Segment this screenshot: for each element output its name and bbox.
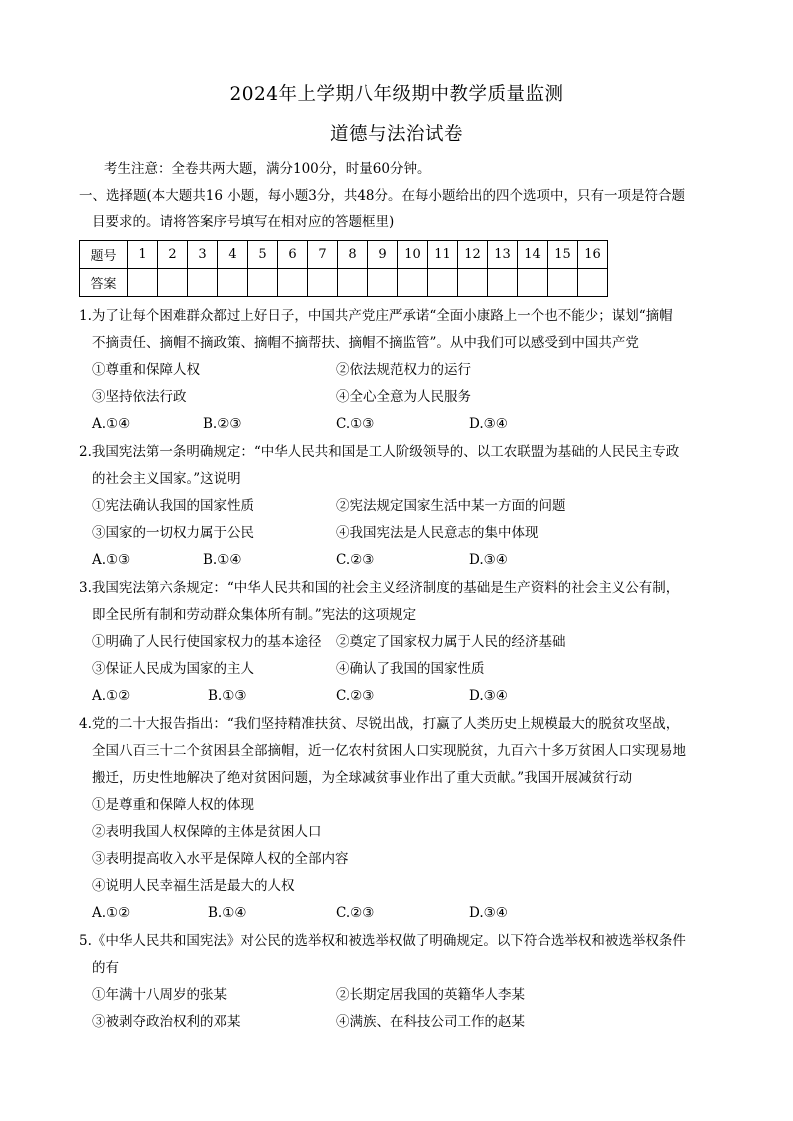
answer-table-answer-row — [80, 269, 608, 297]
question-2-item: ②宪法规定国家生活中某一方面的问题 — [336, 498, 566, 514]
question-1-item: ④全心全意为人民服务 — [336, 389, 471, 405]
question-2-option-c[interactable]: C.②③ — [336, 552, 375, 568]
question-4-option-d[interactable]: D.③④ — [469, 905, 508, 921]
question-1-item: ③坚持依法行政 — [92, 389, 187, 405]
question-2-option-b[interactable]: B.①④ — [203, 552, 242, 568]
question-number-cell: 16 — [578, 241, 608, 269]
question-5-item: ①年满十八周岁的张某 — [92, 987, 227, 1003]
question-3-stem-line2: 即全民所有制和劳动群众集体所有制。”宪法的这项规定 — [92, 607, 417, 623]
question-2-option-a[interactable]: A.①③ — [92, 552, 131, 568]
question-number-cell: 7 — [308, 241, 338, 269]
question-1-option-b[interactable]: B.②③ — [203, 416, 242, 432]
question-3-item: ④确认了我国的国家性质 — [336, 661, 485, 677]
question-2-stem-line2: 的社会主义国家。”这说明 — [92, 471, 241, 487]
answer-cell[interactable] — [488, 269, 518, 297]
question-2-item: ④我国宪法是人民意志的集中体现 — [336, 525, 539, 541]
answer-cell[interactable] — [428, 269, 458, 297]
question-4-item: ③表明提高收入水平是保障人权的全部内容 — [92, 851, 349, 867]
answer-table-number-row — [80, 241, 608, 269]
section-heading-line1: 一、选择题(本大题共16 小题，每小题3分，共48分。在每小题给出的四个选项中，只有一项是符合题 — [79, 188, 686, 204]
question-3-option-b[interactable]: B.①③ — [208, 688, 247, 704]
answer-cell[interactable] — [158, 269, 188, 297]
question-2-item: ③国家的一切权力属于公民 — [92, 525, 254, 541]
question-4-item: ④说明人民幸福生活是最大的人权 — [92, 878, 295, 894]
question-2-item: ①宪法确认我国的国家性质 — [92, 498, 254, 514]
question-4-item: ②表明我国人权保障的主体是贫困人口 — [92, 824, 322, 840]
answer-cell[interactable] — [368, 269, 398, 297]
question-3-stem-line1: 3.我国宪法第六条规定：“中华人民共和国的社会主义经济制度的基础是生产资料的社会主义公有制， — [79, 580, 680, 596]
question-3-option-d[interactable]: D.③④ — [469, 688, 508, 704]
question-number-cell: 5 — [248, 241, 278, 269]
answer-table-number-label: 题号 — [80, 241, 128, 269]
question-number-cell: 8 — [338, 241, 368, 269]
question-3-option-c[interactable]: C.②③ — [336, 688, 375, 704]
question-4-option-b[interactable]: B.①④ — [208, 905, 247, 921]
question-number-cell: 12 — [458, 241, 488, 269]
answer-cell[interactable] — [128, 269, 158, 297]
answer-cell[interactable] — [338, 269, 368, 297]
question-4-stem-line1: 4.党的二十大报告指出：“我们坚持精准扶贫、尽锐出战，打赢了人类历史上规模最大的脱贫攻坚战， — [79, 716, 680, 732]
question-number-cell: 9 — [368, 241, 398, 269]
question-4-item: ①是尊重和保障人权的体现 — [92, 797, 254, 813]
question-4-stem-line3: 搬迁，历史性地解决了绝对贫困问题，为全球减贫事业作出了重大贡献。”我国开展减贫行动 — [92, 770, 633, 786]
answer-cell[interactable] — [248, 269, 278, 297]
answer-cell[interactable] — [398, 269, 428, 297]
answer-cell[interactable] — [458, 269, 488, 297]
question-1-stem-line2: 不摘责任、摘帽不摘政策、摘帽不摘帮扶、摘帽不摘监管”。从中我们可以感受到中国共产党 — [92, 335, 639, 351]
section-heading-line2: 目要求的。请将答案序号填写在相对应的答题框里) — [92, 214, 395, 230]
question-5-stem-line2: 的有 — [92, 960, 119, 976]
answer-cell[interactable] — [548, 269, 578, 297]
question-3-item: ③保证人民成为国家的主人 — [92, 661, 254, 677]
question-number-cell: 10 — [398, 241, 428, 269]
answer-table-answer-label: 答案 — [80, 269, 128, 297]
question-number-cell: 14 — [518, 241, 548, 269]
question-4-option-c[interactable]: C.②③ — [336, 905, 375, 921]
question-5-item: ④满族、在科技公司工作的赵某 — [336, 1014, 525, 1030]
exam-subtitle: 道德与法治试卷 — [329, 124, 463, 145]
question-1-stem-line1: 1.为了让每个困难群众都过上好日子，中国共产党庄严承诺“全面小康路上一个也不能少；谋划“摘帽 — [79, 308, 673, 324]
question-5-item: ③被剥夺政治权利的邓某 — [92, 1014, 241, 1030]
question-1-option-a[interactable]: A.①④ — [92, 416, 131, 432]
question-number-cell: 1 — [128, 241, 158, 269]
question-number-cell: 4 — [218, 241, 248, 269]
exam-notice: 考生注意：全卷共两大题，满分100分，时量60分钟。 — [104, 161, 431, 177]
question-4-stem-line2: 全国八百三十二个贫困县全部摘帽，近一亿农村贫困人口实现脱贫，九百六十多万贫困人口实现易地 — [92, 743, 686, 759]
question-1-option-c[interactable]: C.①③ — [336, 416, 375, 432]
answer-cell[interactable] — [218, 269, 248, 297]
question-3-item: ②奠定了国家权力属于人民的经济基础 — [336, 634, 566, 650]
question-5-stem-line1: 5.《中华人民共和国宪法》对公民的选举权和被选举权做了明确规定。以下符合选举权和被选举权条件 — [79, 933, 686, 949]
answer-cell[interactable] — [578, 269, 608, 297]
question-3-option-a[interactable]: A.①② — [92, 688, 131, 704]
question-3-item: ①明确了人民行使国家权力的基本途径 — [92, 634, 322, 650]
question-number-cell: 15 — [548, 241, 578, 269]
question-1-item: ②依法规范权力的运行 — [336, 362, 471, 378]
question-number-cell: 11 — [428, 241, 458, 269]
question-2-stem-line1: 2.我国宪法第一条明确规定：“中华人民共和国是工人阶级领导的、以工农联盟为基础的人民民主专政 — [79, 444, 680, 460]
answer-table — [79, 240, 608, 297]
question-4-option-a[interactable]: A.①② — [92, 905, 131, 921]
answer-cell[interactable] — [308, 269, 338, 297]
question-5-item: ②长期定居我国的英籍华人李某 — [336, 987, 525, 1003]
question-number-cell: 6 — [278, 241, 308, 269]
answer-cell[interactable] — [278, 269, 308, 297]
question-1-option-d[interactable]: D.③④ — [469, 416, 508, 432]
question-number-cell: 3 — [188, 241, 218, 269]
exam-title: 2024年上学期八年级期中教学质量监测 — [229, 84, 564, 105]
question-number-cell: 2 — [158, 241, 188, 269]
question-2-option-d[interactable]: D.③④ — [469, 552, 508, 568]
answer-cell[interactable] — [518, 269, 548, 297]
question-number-cell: 13 — [488, 241, 518, 269]
answer-cell[interactable] — [188, 269, 218, 297]
question-1-item: ①尊重和保障人权 — [92, 362, 200, 378]
